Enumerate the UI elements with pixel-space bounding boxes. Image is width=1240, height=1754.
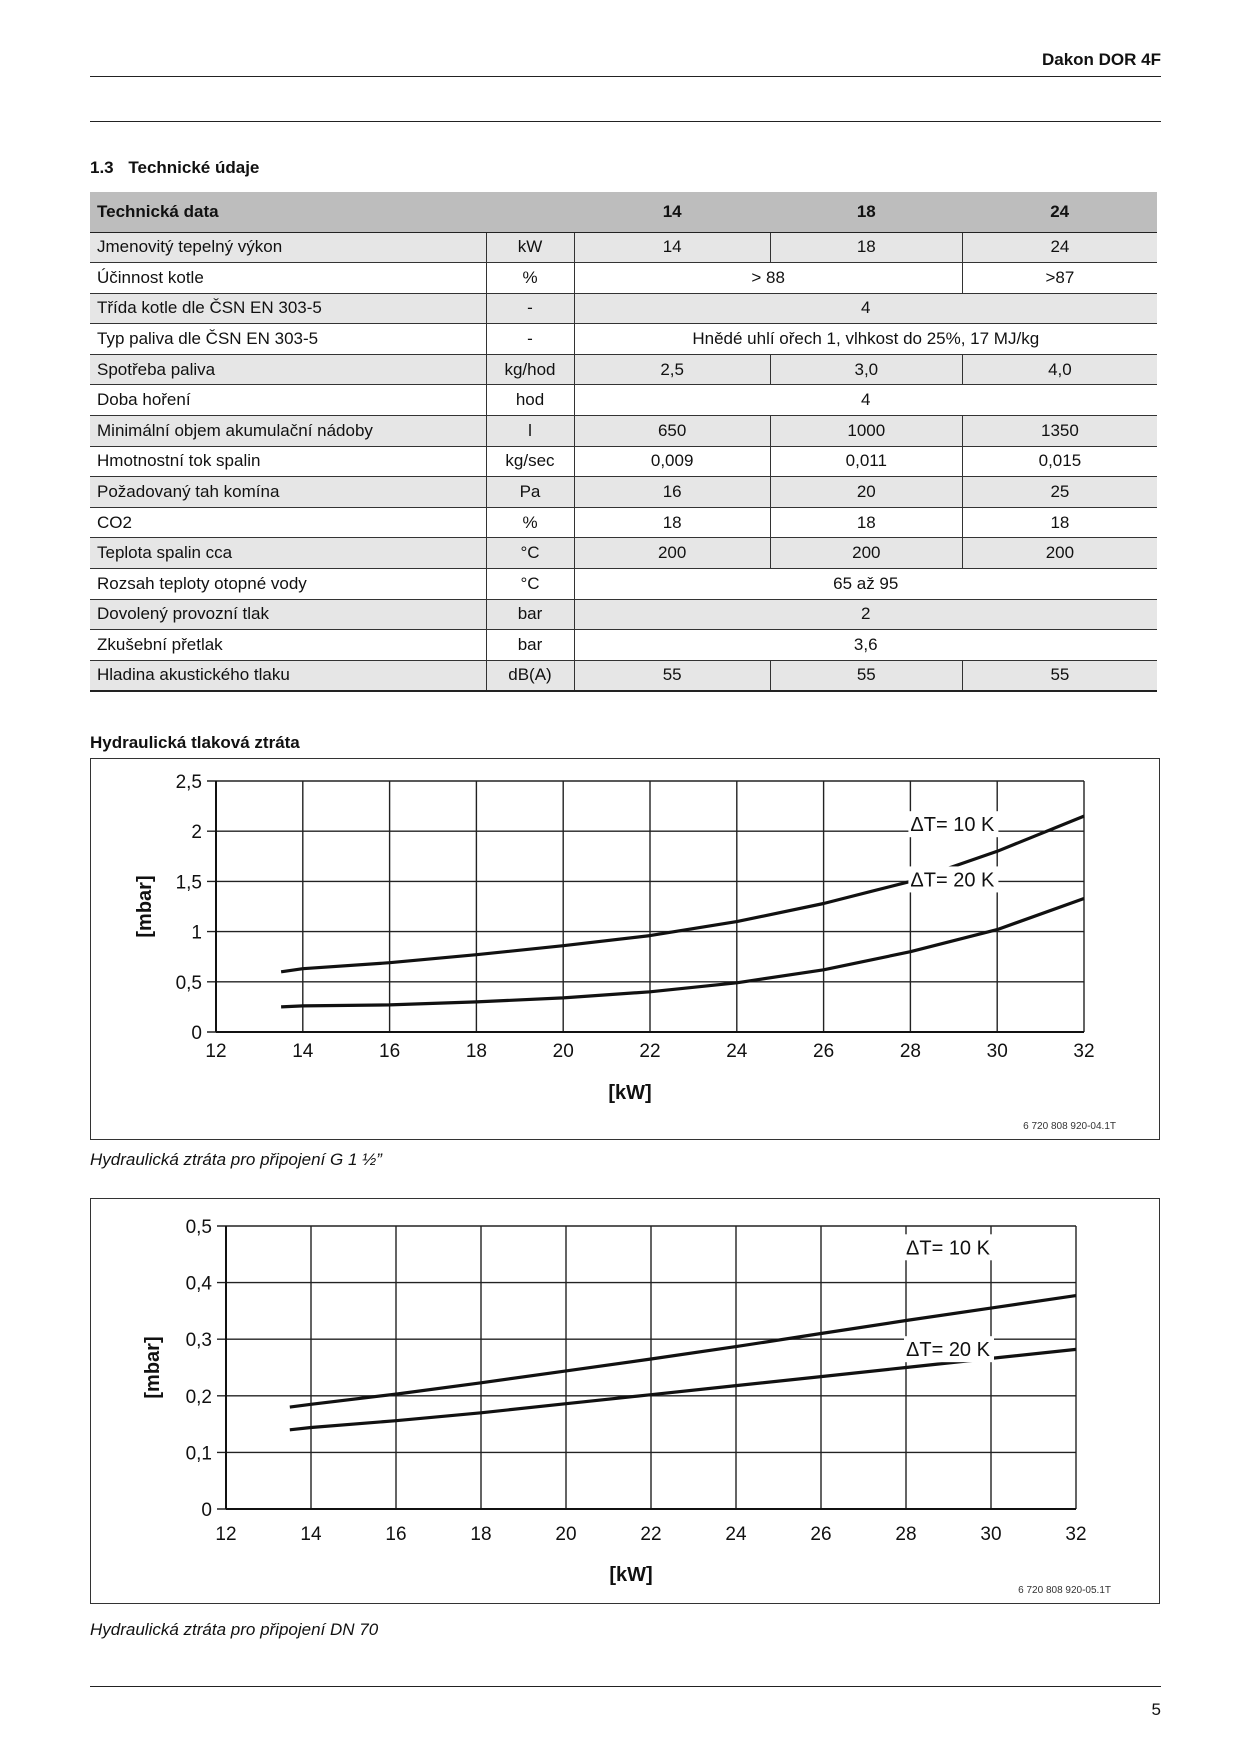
series-label: ΔT= 20 K [906, 1339, 990, 1362]
page-number: 5 [1151, 1700, 1161, 1719]
table-row [90, 293, 1157, 324]
header-rule-secondary [90, 121, 1161, 122]
x-tick-label: 16 [385, 1524, 407, 1545]
y-tick-label: 0,1 [185, 1443, 212, 1465]
row-label: Hladina akustického tlaku [90, 660, 486, 691]
x-tick-label: 20 [555, 1524, 577, 1545]
row-unit: - [486, 324, 574, 355]
row-unit: dB(A) [486, 660, 574, 691]
y-tick-label: 2,5 [175, 772, 202, 793]
row-label: Hmotnostní tok spalin [90, 446, 486, 477]
row-unit: bar [486, 630, 574, 661]
x-tick-label: 18 [470, 1524, 492, 1545]
row-value: 650 [574, 416, 770, 447]
hydraulic-chart-g1-half [91, 759, 1159, 1139]
row-unit: hod [486, 385, 574, 416]
row-unit: °C [486, 538, 574, 569]
y-tick-label: 2 [191, 822, 202, 844]
hydraulic-chart-1-frame [90, 758, 1160, 1140]
row-label: Doba hoření [90, 385, 486, 416]
y-tick-label: 0,3 [185, 1330, 212, 1352]
hydraulic-chart-dn70 [91, 1199, 1159, 1603]
row-value: Hnědé uhlí ořech 1, vlhkost do 25%, 17 MJ/kg [574, 324, 1157, 355]
table-header-row [90, 192, 1157, 232]
series-label: ΔT= 10 K [910, 814, 995, 837]
row-unit: % [486, 263, 574, 294]
row-value: 55 [574, 660, 770, 691]
table-row [90, 477, 1157, 508]
figure-id: 6 720 808 920-04.1T [1023, 1121, 1116, 1132]
x-tick-label: 18 [465, 1041, 487, 1062]
row-label: Typ paliva dle ČSN EN 303-5 [90, 324, 486, 355]
series-label: ΔT= 10 K [906, 1237, 990, 1260]
table-row [90, 354, 1157, 385]
hydraulic-loss-heading: Hydraulická tlaková ztráta [90, 733, 300, 752]
y-tick-label: 0,2 [185, 1386, 212, 1408]
table-body [90, 232, 1157, 691]
table-header-col-18: 18 [770, 192, 962, 232]
row-label: Minimální objem akumulační nádoby [90, 416, 486, 447]
row-value: 200 [574, 538, 770, 569]
row-label: Požadovaný tah komína [90, 477, 486, 508]
row-unit: Pa [486, 477, 574, 508]
table-row [90, 416, 1157, 447]
row-label: CO2 [90, 507, 486, 538]
row-label: Dovolený provozní tlak [90, 599, 486, 630]
row-value: 3,0 [770, 354, 962, 385]
y-tick-label: 0 [191, 1023, 202, 1044]
x-tick-label: 24 [726, 1041, 748, 1062]
row-value: 65 až 95 [574, 569, 1157, 600]
row-label: Spotřeba paliva [90, 354, 486, 385]
row-value: 0,015 [962, 446, 1157, 477]
section-heading [90, 158, 259, 178]
row-value: 18 [574, 507, 770, 538]
hydraulic-chart-2-frame [90, 1198, 1160, 1604]
row-value: 18 [770, 507, 962, 538]
row-unit: - [486, 293, 574, 324]
row-value: 2,5 [574, 354, 770, 385]
row-value: 16 [574, 477, 770, 508]
table-header-label: Technická data [90, 192, 574, 232]
row-unit: kW [486, 232, 574, 263]
row-value: 55 [770, 660, 962, 691]
technical-data-table [90, 192, 1157, 692]
row-value: 4 [574, 293, 1157, 324]
row-value: 20 [770, 477, 962, 508]
row-value: 1350 [962, 416, 1157, 447]
row-value: 18 [770, 232, 962, 263]
table-row [90, 599, 1157, 630]
x-tick-label: 26 [813, 1041, 835, 1062]
row-unit: l [486, 416, 574, 447]
row-value: 0,011 [770, 446, 962, 477]
row-label: Jmenovitý tepelný výkon [90, 232, 486, 263]
table-row [90, 232, 1157, 263]
table-header-col-24: 24 [962, 192, 1157, 232]
chart-2-caption: Hydraulická ztráta pro připojení DN 70 [90, 1620, 379, 1639]
x-tick-label: 20 [552, 1041, 574, 1062]
row-value: 4,0 [962, 354, 1157, 385]
row-value: >87 [962, 263, 1157, 294]
x-tick-label: 30 [980, 1524, 1002, 1545]
x-tick-label: 14 [292, 1041, 314, 1062]
row-value: 3,6 [574, 630, 1157, 661]
x-tick-label: 22 [639, 1041, 661, 1062]
table-header-col-14: 14 [574, 192, 770, 232]
row-value: 200 [962, 538, 1157, 569]
figure-id: 6 720 808 920-05.1T [1018, 1585, 1111, 1596]
table-row [90, 324, 1157, 355]
row-unit: bar [486, 599, 574, 630]
row-value: 55 [962, 660, 1157, 691]
row-label: Účinnost kotle [90, 263, 486, 294]
row-value: 0,009 [574, 446, 770, 477]
x-tick-label: 28 [895, 1524, 917, 1545]
row-label: Teplota spalin cca [90, 538, 486, 569]
document-header-title: Dakon DOR 4F [1041, 50, 1161, 69]
x-tick-label: 28 [899, 1041, 921, 1062]
row-value: 25 [962, 477, 1157, 508]
x-tick-label: 32 [1065, 1524, 1087, 1545]
row-value: 14 [574, 232, 770, 263]
x-tick-label: 12 [215, 1524, 237, 1545]
row-value: 4 [574, 385, 1157, 416]
row-unit: °C [486, 569, 574, 600]
row-unit: kg/sec [486, 446, 574, 477]
table-row [90, 507, 1157, 538]
footer-rule [90, 1686, 1161, 1687]
series-line-dt20 [281, 899, 1084, 1007]
row-unit: % [486, 507, 574, 538]
x-tick-label: 14 [300, 1524, 322, 1545]
row-value: 1000 [770, 416, 962, 447]
chart-1-caption: Hydraulická ztráta pro připojení G 1 ½” [90, 1150, 382, 1169]
section-number: 1.3 [90, 158, 114, 177]
row-label: Zkušební přetlak [90, 630, 486, 661]
row-value: 18 [962, 507, 1157, 538]
table-row [90, 660, 1157, 691]
row-value: 200 [770, 538, 962, 569]
row-value: 2 [574, 599, 1157, 630]
x-tick-label: 32 [1073, 1041, 1095, 1062]
series-label: ΔT= 20 K [910, 869, 995, 892]
row-value: 24 [962, 232, 1157, 263]
x-tick-label: 30 [986, 1041, 1008, 1062]
y-tick-label: 0,5 [175, 972, 202, 994]
section-title: Technické údaje [128, 158, 260, 177]
series-line-dt10 [281, 816, 1084, 972]
x-tick-label: 12 [205, 1041, 227, 1062]
y-tick-label: 0,4 [185, 1273, 212, 1295]
row-label: Rozsah teploty otopné vody [90, 569, 486, 600]
y-tick-label: 0 [201, 1500, 212, 1521]
row-unit: kg/hod [486, 354, 574, 385]
x-axis-label: [kW] [608, 1082, 652, 1104]
y-axis-label: [mbar] [142, 1336, 164, 1399]
table-row [90, 385, 1157, 416]
x-axis-label: [kW] [609, 1564, 653, 1586]
y-tick-label: 1,5 [175, 872, 202, 894]
table-row [90, 538, 1157, 569]
x-tick-label: 22 [640, 1524, 662, 1545]
x-tick-label: 24 [725, 1524, 747, 1545]
x-tick-label: 26 [810, 1524, 832, 1545]
table-row [90, 569, 1157, 600]
row-value: > 88 [574, 263, 962, 294]
header-rule [90, 76, 1161, 77]
table-row [90, 263, 1157, 294]
y-axis-label: [mbar] [134, 875, 156, 938]
table-row [90, 446, 1157, 477]
row-label: Třída kotle dle ČSN EN 303-5 [90, 293, 486, 324]
y-tick-label: 1 [191, 922, 202, 944]
x-tick-label: 16 [379, 1041, 401, 1062]
y-tick-label: 0,5 [185, 1217, 212, 1238]
table-row [90, 630, 1157, 661]
